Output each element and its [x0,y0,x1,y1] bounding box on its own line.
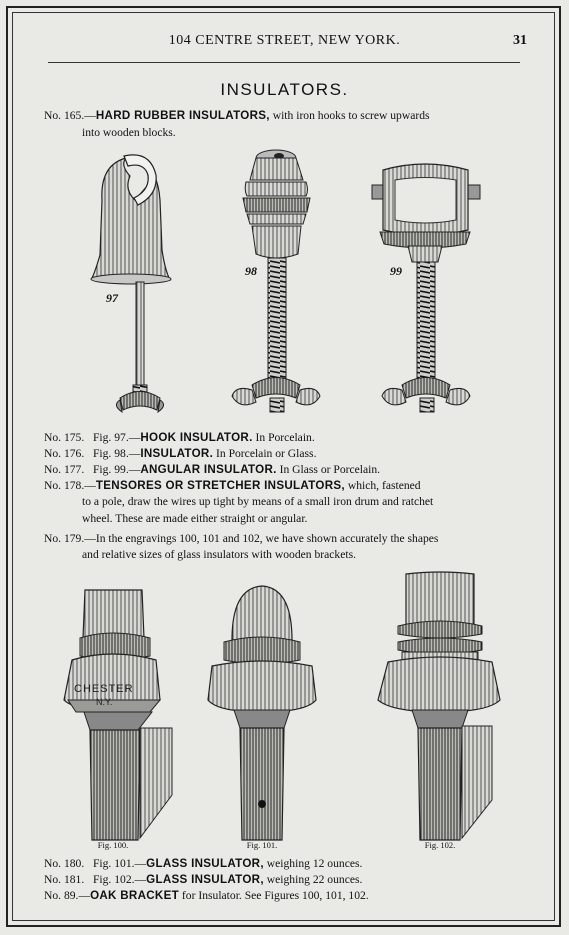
entry-text: with iron hooks to screw upwards [269,109,430,122]
fig-97-hook-insulator-drawing [91,155,171,412]
entry-text: weighing 22 ounces. [263,873,363,886]
entry-number: No. 178.— [44,479,96,492]
entry-text: In the engravings 100, 101 and 102, we have shown accurately the shapes [95,532,439,545]
entry-179 [44,531,438,548]
entry-fig: Fig. 98.— [92,447,141,460]
entry-number: No. 165.— [44,109,96,122]
entry-179-cont: and relative sizes of glass insulators with wooden brackets. [82,548,356,561]
entry-title: OAK BRACKET [90,889,180,902]
caption-fig-100: Fig. 100. [97,840,129,850]
entry-text: In Porcelain or Glass. [213,447,317,460]
entry-text: In Porcelain. [252,431,315,444]
fig-99-number: 99 [390,264,402,278]
embossed-chester: CHESTER [74,683,134,695]
fig-99-angular-insulator-drawing [372,164,480,412]
entry-number: No. 177. [44,463,85,476]
entry-181 [44,872,362,889]
entry-title: GLASS INSULATOR, [146,857,264,870]
embossed-ny: N.Y. [96,697,113,707]
entry-178 [44,478,421,495]
caption-fig-102: Fig. 102. [424,840,456,850]
entry-178-cont-2: wheel. These are made either straight or angular. [82,512,308,525]
entry-text: which, fastened [344,479,421,492]
entry-title: GLASS INSULATOR, [146,873,264,886]
entry-number: No. 175. [44,431,85,444]
entry-number: No. 176. [44,447,85,460]
entry-number: No. 181. [44,873,85,886]
page-number: 31 [513,33,527,48]
entry-176 [44,446,316,463]
fig-101-glass-insulator-drawing [208,586,316,840]
fig-98-number: 98 [245,264,257,278]
entry-178-cont-1: to a pole, draw the wires up tight by means of a small iron drum and ratchet [82,495,434,508]
entry-89 [44,888,369,905]
entry-177 [44,462,380,479]
entry-175 [44,430,315,447]
caption-fig-101: Fig. 101. [246,840,278,850]
fig-98-insulator-drawing [232,150,320,412]
section-title: INSULATORS. [220,80,349,99]
entry-fig: Fig. 97.— [92,431,141,444]
entry-fig: Fig. 102.— [92,873,147,886]
entry-text: weighing 12 ounces. [263,857,363,870]
entry-fig: Fig. 101.— [92,857,147,870]
entry-title: TENSORES OR STRETCHER INSULATORS, [95,479,345,492]
fig-102-glass-insulator-drawing [378,572,500,840]
entry-text: In Glass or Porcelain. [276,463,381,476]
entry-165-cont: into wooden blocks. [82,126,176,139]
running-head: 104 CENTRE STREET, NEW YORK. [168,33,401,48]
fig-100-glass-insulator-drawing [64,590,172,840]
entry-title: ANGULAR INSULATOR. [140,463,277,476]
entry-number: No. 179.— [44,532,96,545]
entry-number: No. 89.— [44,889,91,902]
entry-title: HOOK INSULATOR. [140,431,253,444]
entry-180 [44,856,362,873]
entry-text: for Insulator. See Figures 100, 101, 102. [179,889,369,902]
entry-title: HARD RUBBER INSULATORS, [95,109,270,122]
fig-97-number: 97 [106,291,118,305]
entry-fig: Fig. 99.— [92,463,141,476]
entry-number: No. 180. [44,857,85,870]
entry-title: INSULATOR. [140,447,214,460]
